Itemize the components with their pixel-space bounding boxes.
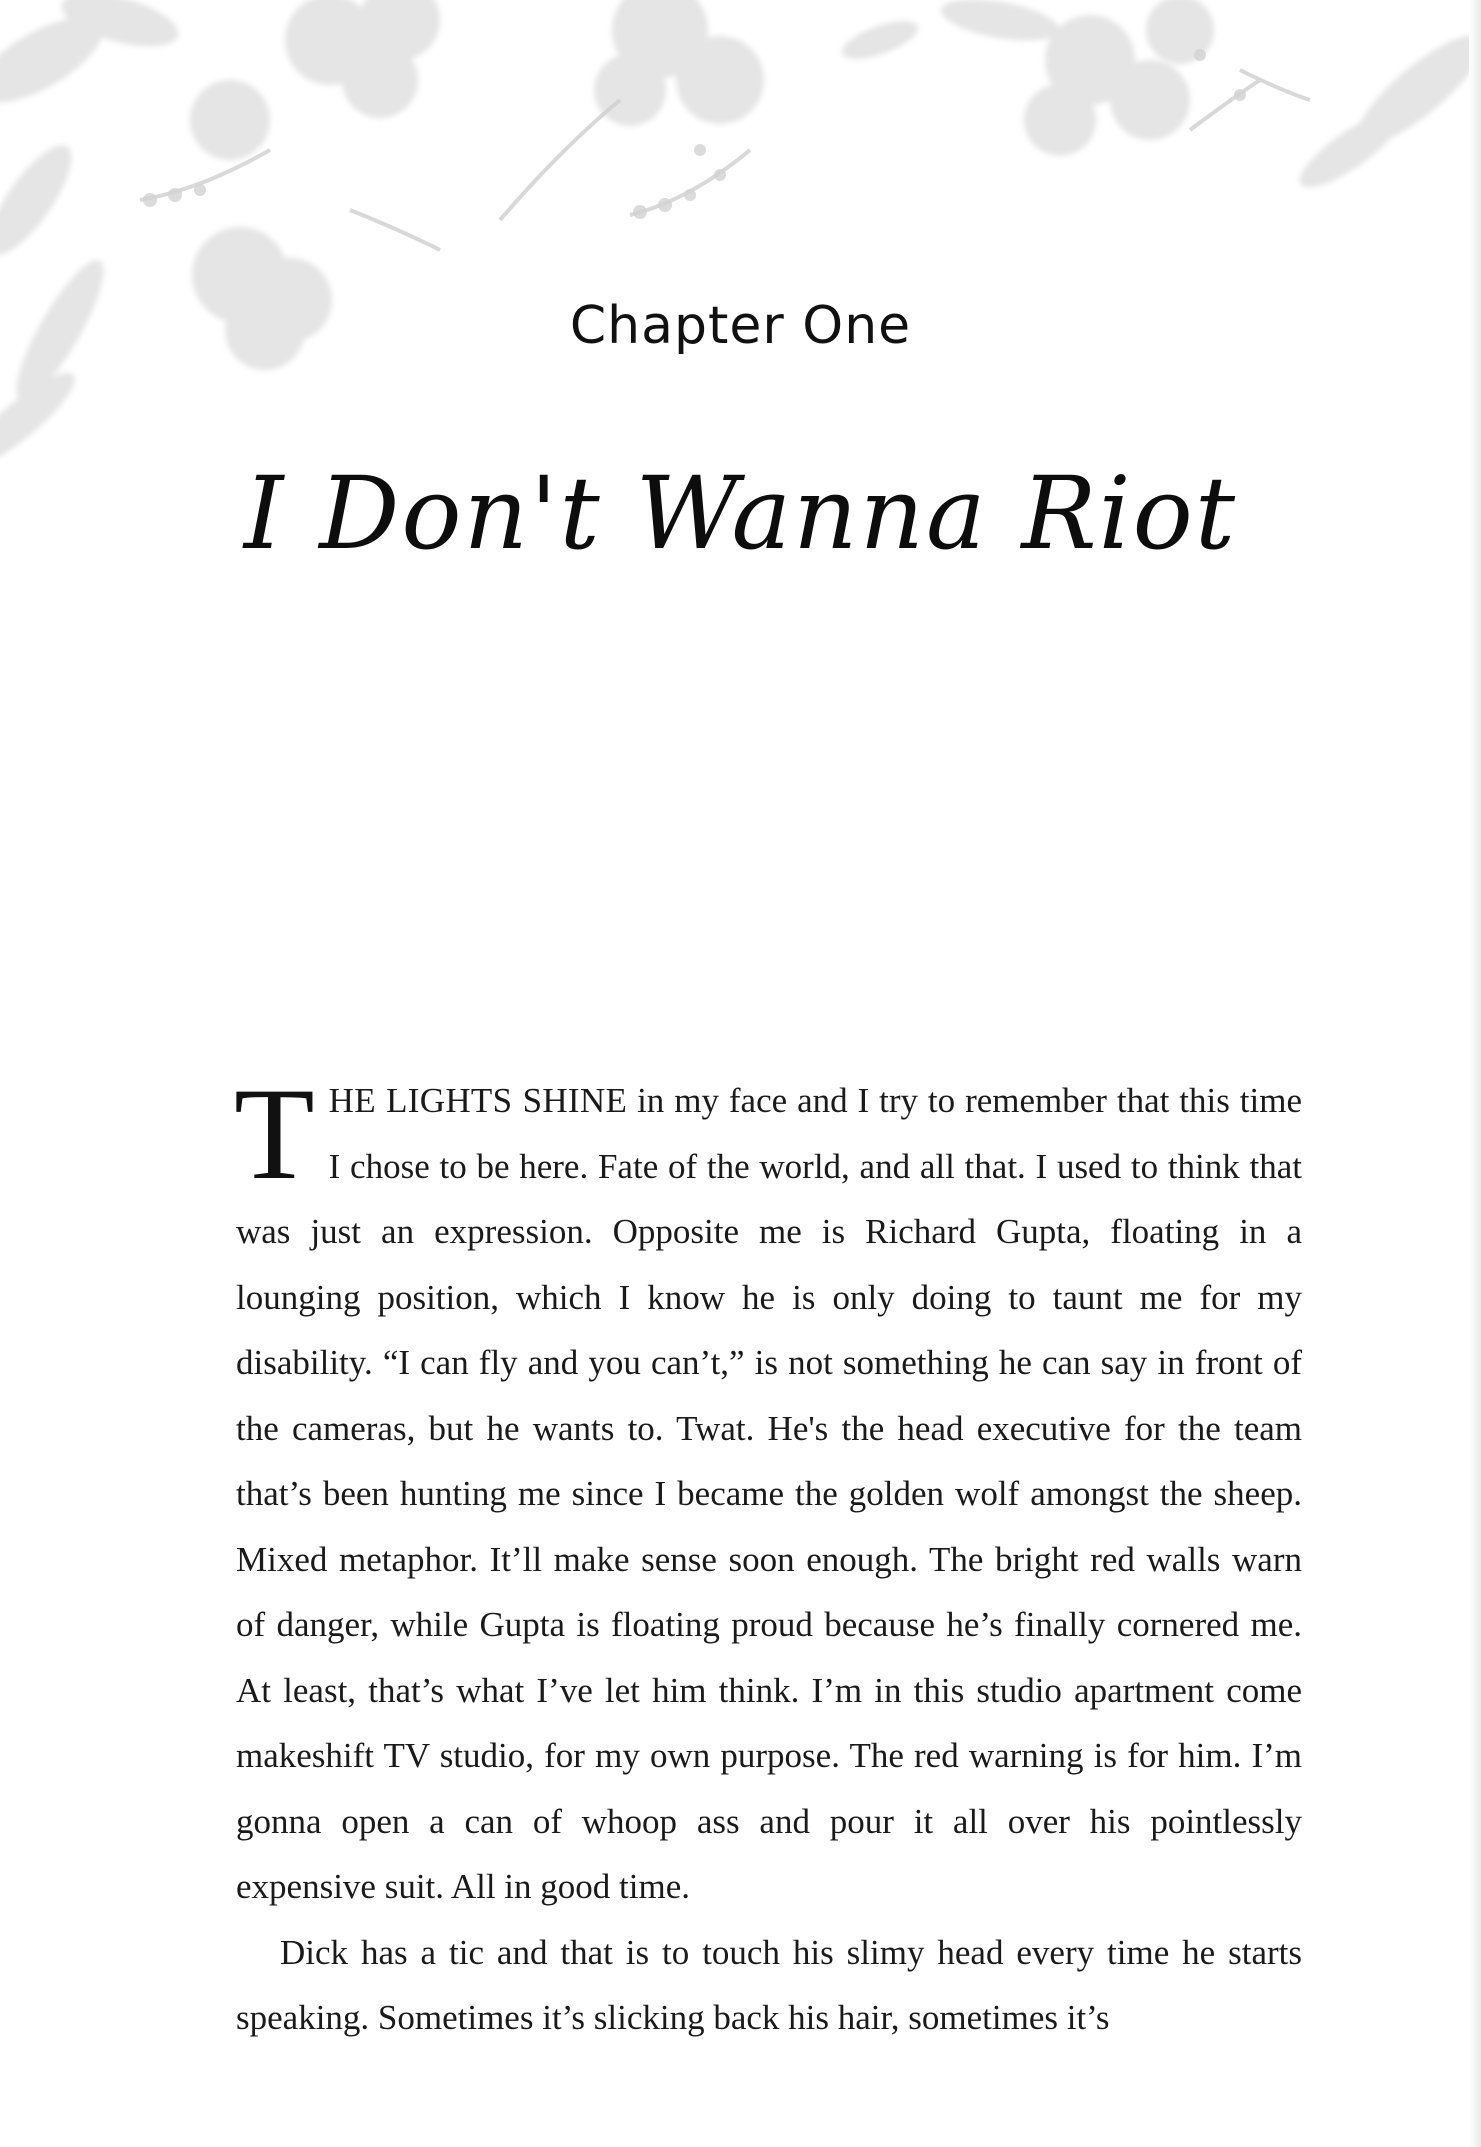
chapter-label: Chapter One [569, 296, 912, 356]
drop-cap: T [234, 1060, 315, 1207]
chapter-body [234, 1060, 1302, 2051]
chapter-title: I Don't Wanna Riot [243, 455, 1238, 572]
paragraph-1 [234, 1060, 1302, 1920]
paragraph-2: Dick has a tic and that is to touch his slimy head every time he starts speaking. Sometimes it’s slicking back his hair, sometimes it’s [236, 1932, 1302, 2037]
paragraph-1-text: in my face and I try to remember that this time I chose to be here. Fate of the world, and all that. I used to think that was just an expression. Opposite me is Richard Gupta, floating in a lounging position, which I know he is only doing to taunt me for my disability. “I can fly and you can’t,” is not something he can say in front of the cameras, but he wants to. Twat. He's the head executive for the team that’s been hunting me since I became the golden wolf amongst the sheep. Mixed metaphor. It’ll make sense soon enough. The bright red walls warn of danger, while Gupta is floating proud because he’s finally cornered me. At least, that’s what I’ve let him think. I’m in this studio apartment come makeshift TV studio, for my own purpose. The red warning is for him. I’m gonna open a can of whoop ass and pour it all over his pointlessly expensive suit. All in good time. [236, 1081, 1302, 1906]
lead-in-caps: HE LIGHTS SHINE [328, 1081, 628, 1120]
